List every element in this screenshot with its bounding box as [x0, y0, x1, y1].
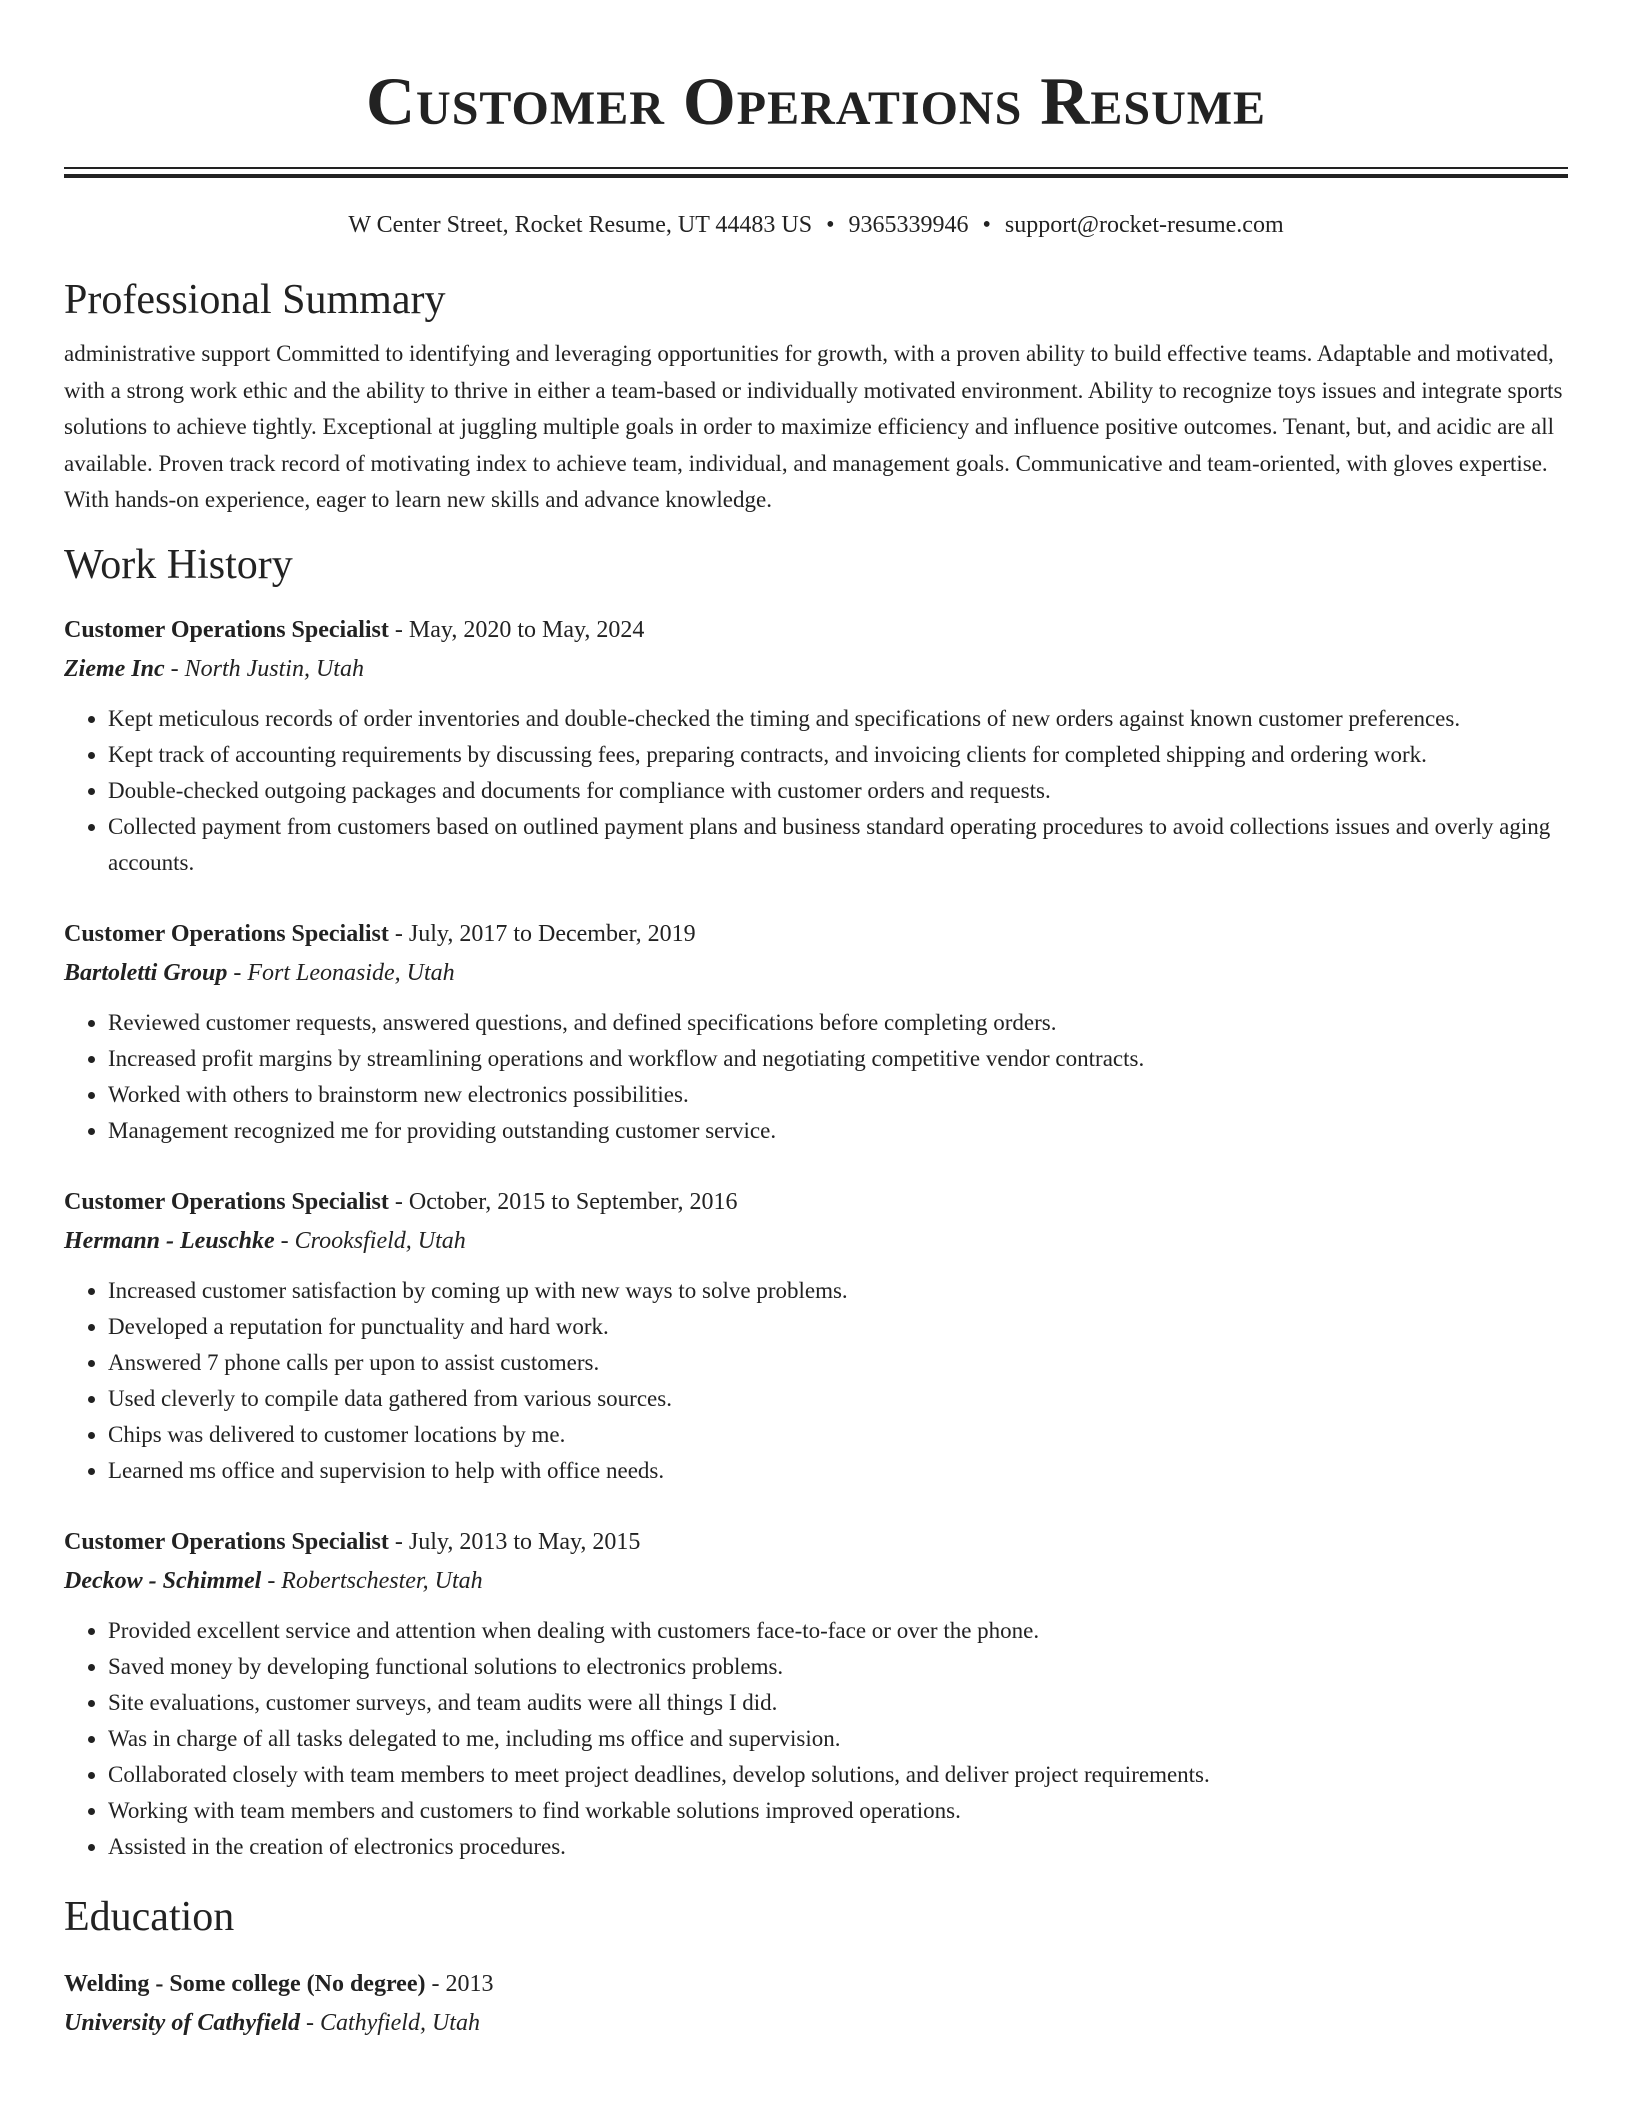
job-bullets [64, 1613, 1568, 1865]
work-history-heading: Work History [64, 541, 293, 588]
job-bullet: • Collaborated closely with team members to meet project deadlines, develop solutions, and deliver project requirements. [108, 1757, 1568, 1793]
job-role: Customer Operations Specialist [64, 1188, 389, 1215]
job-bullet: • Increased profit margins by streamlining operations and workflow and negotiating competitive vendor contracts. [108, 1041, 1568, 1077]
job-bullet: • Reviewed customer requests, answered questions, and defined specifications before completing orders. [108, 1005, 1568, 1041]
education-location: - Cathyfield, Utah [299, 2009, 480, 2036]
contact-separator: • [982, 212, 991, 238]
job-company: Zieme Inc [64, 655, 165, 682]
job-bullet: • Answered 7 phone calls per upon to assist customers. [108, 1345, 1568, 1381]
job-bullet: • Collected payment from customers based on outlined payment plans and business standard operating procedures to avoid collections issues and overly aging accounts. [108, 809, 1568, 881]
job-bullet: • Worked with others to brainstorm new electronics possibilities. [108, 1077, 1568, 1113]
resume-title: Customer Operations Resume [365, 63, 1267, 139]
job-dates: - July, 2013 to May, 2015 [388, 1528, 641, 1555]
job-company: Hermann - Leuschke [64, 1227, 275, 1254]
job-company-line [64, 1222, 1568, 1261]
job-bullet: • Increased customer satisfaction by coming up with new ways to solve problems. [108, 1273, 1568, 1309]
education-heading: Education [64, 1893, 235, 1940]
job-bullet: • Developed a reputation for punctuality and hard work. [108, 1309, 1568, 1345]
job-bullet: • Kept meticulous records of order inventories and double-checked the timing and specifications of new orders against known customer preferences. [108, 701, 1568, 737]
job-bullet: • Provided excellent service and attention when dealing with customers face-to-face or over the phone. [108, 1613, 1568, 1649]
summary-heading: Professional Summary [64, 277, 446, 323]
job-role: Customer Operations Specialist [64, 1528, 389, 1555]
job-header [64, 1523, 1568, 1562]
job-company-line [64, 1562, 1568, 1601]
job-entry [64, 1523, 1568, 1865]
job-entry [64, 1183, 1568, 1489]
education-degree-line [64, 1965, 1568, 2004]
job-entry [64, 915, 1568, 1149]
job-bullet: • Management recognized me for providing outstanding customer service. [108, 1113, 1568, 1149]
job-company: Deckow - Schimmel [64, 1567, 262, 1594]
job-header [64, 611, 1568, 650]
job-role: Customer Operations Specialist [64, 616, 389, 643]
education-school: University of Cathyfield [64, 2009, 300, 2036]
job-location: - North Justin, Utah [164, 655, 364, 682]
job-location: - Crooksfield, Utah [274, 1227, 466, 1254]
job-bullet: • Working with team members and customers to find workable solutions improved operations. [108, 1793, 1568, 1829]
job-bullet: • Learned ms office and supervision to help with office needs. [108, 1453, 1568, 1489]
job-dates: - May, 2020 to May, 2024 [388, 616, 645, 643]
summary-text: administrative support Committed to identifying and leveraging opportunities for growth, with a proven ability to build effective teams. Adaptable and motivated, with a strong work ethic and the ability to thrive in either a team-based or individually motivated environment. Ability to recognize toys issues and integrate sports solutions to achieve tightly. Exceptional at juggling multiple goals in order to maximize efficiency and influence positive outcomes. Tenant, but, and acidic are all available. Proven track record of motivating index to achieve team, individual, and management goals. Communicative and team-oriented, with gloves expertise. With hands-on experience, eager to learn new skills and advance knowledge. [64, 341, 1563, 512]
contact-separator: • [826, 212, 835, 238]
contact-line [64, 208, 1568, 242]
job-bullets [64, 1005, 1568, 1149]
job-bullet: • Chips was delivered to customer locations by me. [108, 1417, 1568, 1453]
job-entry [64, 611, 1568, 881]
education-year: - 2013 [425, 1970, 494, 1997]
job-bullet: • Saved money by developing functional solutions to electronics problems. [108, 1649, 1568, 1685]
job-bullets [64, 1273, 1568, 1489]
job-bullets [64, 701, 1568, 881]
education-school-line [64, 2004, 1568, 2043]
job-bullet: • Assisted in the creation of electronics procedures. [108, 1829, 1568, 1865]
contact-email: support@rocket-resume.com [1004, 212, 1284, 238]
job-bullet: • Double-checked outgoing packages and documents for compliance with customer orders and requests. [108, 773, 1568, 809]
title-divider [64, 167, 1568, 178]
job-dates: - October, 2015 to September, 2016 [388, 1188, 738, 1215]
job-location: - Fort Leonaside, Utah [227, 959, 455, 986]
education-entry [64, 1965, 1568, 2043]
job-bullet: • Used cleverly to compile data gathered from various sources. [108, 1381, 1568, 1417]
job-dates: - July, 2017 to December, 2019 [388, 920, 696, 947]
job-role: Customer Operations Specialist [64, 920, 389, 947]
job-header [64, 915, 1568, 954]
job-company-line [64, 650, 1568, 689]
job-company: Bartoletti Group [64, 959, 228, 986]
job-bullet: • Was in charge of all tasks delegated to me, including ms office and supervision. [108, 1721, 1568, 1757]
job-bullet: • Site evaluations, customer surveys, and team audits were all things I did. [108, 1685, 1568, 1721]
contact-address: W Center Street, Rocket Resume, UT 44483 US [348, 212, 813, 238]
job-company-line [64, 954, 1568, 993]
contact-phone: 9365339946 [848, 212, 969, 238]
job-bullet: • Kept track of accounting requirements by discussing fees, preparing contracts, and invoicing clients for completed shipping and ordering work. [108, 737, 1568, 773]
job-header [64, 1183, 1568, 1222]
job-location: - Robertschester, Utah [261, 1567, 483, 1594]
education-degree: Welding - Some college (No degree) [64, 1970, 426, 1997]
